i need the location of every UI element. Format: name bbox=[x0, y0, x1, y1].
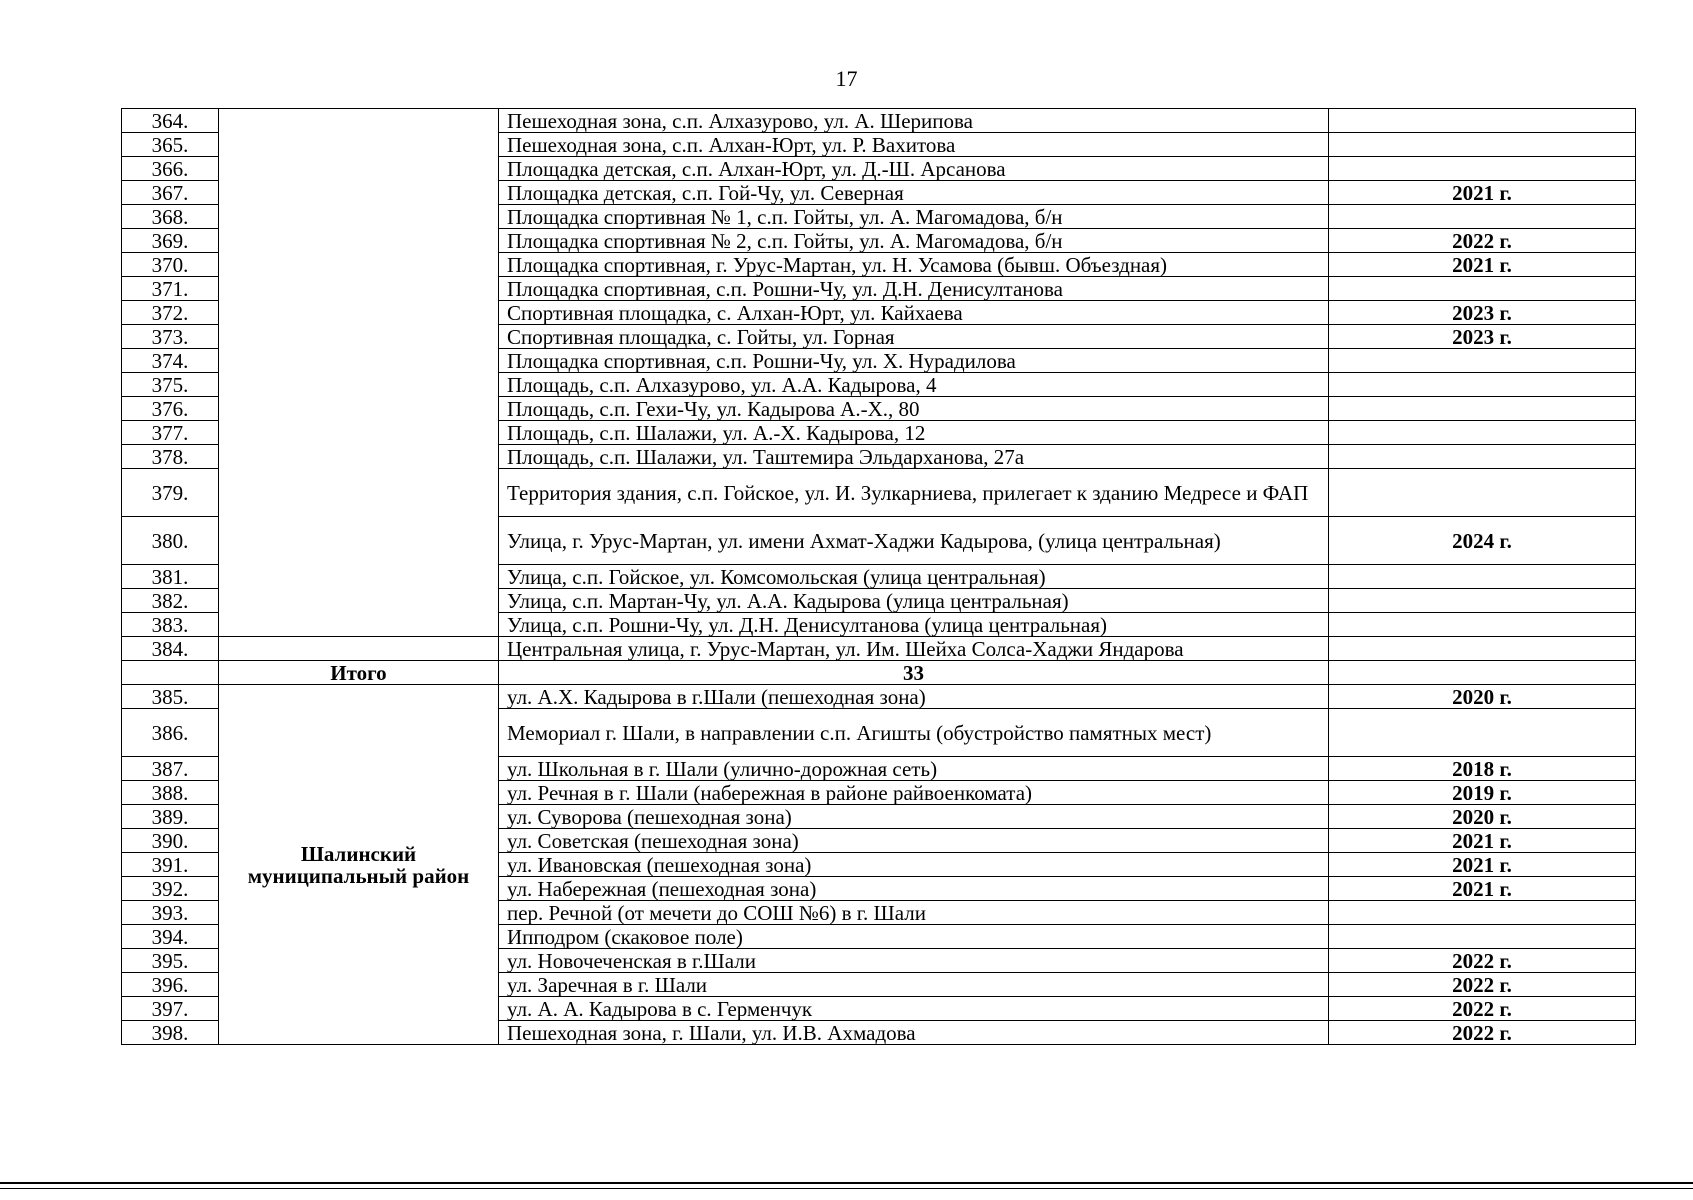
object-name: Пешеходная зона, с.п. Алхазурово, ул. А. Шерипова bbox=[499, 109, 1329, 133]
row-number: 385. bbox=[122, 685, 219, 709]
row-number: 382. bbox=[122, 589, 219, 613]
object-name: Площадь, с.п. Шалажи, ул. Таштемира Эльдарханова, 27а bbox=[499, 445, 1329, 469]
year-cell bbox=[1329, 205, 1636, 229]
row-number: 374. bbox=[122, 349, 219, 373]
object-name: Площадь, с.п. Алхазурово, ул. А.А. Кадырова, 4 bbox=[499, 373, 1329, 397]
object-name: Площадка спортивная, г. Урус-Мартан, ул. Н. Усамова (бывш. Объездная) bbox=[499, 253, 1329, 277]
row-number: 377. bbox=[122, 421, 219, 445]
object-name: Мемориал г. Шали, в направлении с.п. Агишты (обустройство памятных мест) bbox=[499, 709, 1329, 757]
year-cell bbox=[1329, 589, 1636, 613]
object-name: ул. Новочеченская в г.Шали bbox=[499, 949, 1329, 973]
object-name: пер. Речной (от мечети до СОШ №6) в г. Шали bbox=[499, 901, 1329, 925]
row-number: 368. bbox=[122, 205, 219, 229]
year-cell bbox=[1329, 373, 1636, 397]
district-shali: Шалинский муниципальный район bbox=[219, 685, 499, 1045]
object-name: ул. Школьная в г. Шали (улично-дорожная сеть) bbox=[499, 757, 1329, 781]
year-cell: 2020 г. bbox=[1329, 805, 1636, 829]
object-name: ул. Ивановская (пешеходная зона) bbox=[499, 853, 1329, 877]
district-cell bbox=[219, 637, 499, 661]
table-row bbox=[122, 685, 1636, 709]
year-cell bbox=[1329, 637, 1636, 661]
row-number: 381. bbox=[122, 565, 219, 589]
object-name: Улица, с.п. Мартан-Чу, ул. А.А. Кадырова (улица центральная) bbox=[499, 589, 1329, 613]
object-name: Площадка спортивная № 2, с.п. Гойты, ул. А. Магомадова, б/н bbox=[499, 229, 1329, 253]
object-name: Центральная улица, г. Урус-Мартан, ул. Им. Шейха Солса-Хаджи Яндарова bbox=[499, 637, 1329, 661]
year-cell: 2020 г. bbox=[1329, 685, 1636, 709]
row-number: 364. bbox=[122, 109, 219, 133]
year-cell: 2021 г. bbox=[1329, 853, 1636, 877]
row-number: 386. bbox=[122, 709, 219, 757]
year-cell bbox=[1329, 109, 1636, 133]
table-row bbox=[122, 637, 1636, 661]
total-label: Итого bbox=[219, 661, 499, 685]
object-name: Пешеходная зона, с.п. Алхан-Юрт, ул. Р. Вахитова bbox=[499, 133, 1329, 157]
year-cell: 2024 г. bbox=[1329, 517, 1636, 565]
year-cell: 2022 г. bbox=[1329, 1021, 1636, 1045]
object-name: Спортивная площадка, с. Алхан-Юрт, ул. Кайхаева bbox=[499, 301, 1329, 325]
object-name: Пешеходная зона, г. Шали, ул. И.В. Ахмадова bbox=[499, 1021, 1329, 1045]
object-name: Улица, с.п. Гойское, ул. Комсомольская (улица центральная) bbox=[499, 565, 1329, 589]
year-cell: 2023 г. bbox=[1329, 301, 1636, 325]
year-cell: 2019 г. bbox=[1329, 781, 1636, 805]
year-cell bbox=[1329, 445, 1636, 469]
year-cell: 2021 г. bbox=[1329, 181, 1636, 205]
year-cell: 2022 г. bbox=[1329, 949, 1636, 973]
object-name: Площадь, с.п. Гехи-Чу, ул. Кадырова А.-Х., 80 bbox=[499, 397, 1329, 421]
row-number: 398. bbox=[122, 1021, 219, 1045]
object-name: ул. Суворова (пешеходная зона) bbox=[499, 805, 1329, 829]
year-cell: 2021 г. bbox=[1329, 829, 1636, 853]
district-cell bbox=[219, 109, 499, 637]
total-row bbox=[122, 661, 1636, 685]
year-cell bbox=[1329, 349, 1636, 373]
year-cell bbox=[1329, 901, 1636, 925]
row-number: 371. bbox=[122, 277, 219, 301]
objects-table bbox=[121, 108, 1636, 1045]
year-cell bbox=[1329, 709, 1636, 757]
row-number: 384. bbox=[122, 637, 219, 661]
year-cell: 2021 г. bbox=[1329, 877, 1636, 901]
table-row bbox=[122, 109, 1636, 133]
object-name: Площадка детская, с.п. Алхан-Юрт, ул. Д.-Ш. Арсанова bbox=[499, 157, 1329, 181]
row-number: 383. bbox=[122, 613, 219, 637]
footer-rule bbox=[0, 1182, 1693, 1184]
row-number: 392. bbox=[122, 877, 219, 901]
row-number: 387. bbox=[122, 757, 219, 781]
row-number: 365. bbox=[122, 133, 219, 157]
row-number: 372. bbox=[122, 301, 219, 325]
object-name: Площадка спортивная, с.п. Рошни-Чу, ул. Х. Нурадилова bbox=[499, 349, 1329, 373]
year-cell bbox=[1329, 925, 1636, 949]
row-number: 380. bbox=[122, 517, 219, 565]
row-number: 367. bbox=[122, 181, 219, 205]
page-number: 17 bbox=[835, 66, 858, 91]
row-number: 391. bbox=[122, 853, 219, 877]
year-cell: 2018 г. bbox=[1329, 757, 1636, 781]
year-cell: 2021 г. bbox=[1329, 253, 1636, 277]
year-cell bbox=[1329, 133, 1636, 157]
object-name: ул. Заречная в г. Шали bbox=[499, 973, 1329, 997]
year-cell: 2022 г. bbox=[1329, 997, 1636, 1021]
year-cell: 2023 г. bbox=[1329, 325, 1636, 349]
total-number-cell bbox=[122, 661, 219, 685]
object-name: ул. А. А. Кадырова в с. Герменчук bbox=[499, 997, 1329, 1021]
year-cell bbox=[1329, 397, 1636, 421]
row-number: 366. bbox=[122, 157, 219, 181]
footer-rule-secondary bbox=[0, 1188, 1693, 1189]
object-name: ул. Советская (пешеходная зона) bbox=[499, 829, 1329, 853]
row-number: 376. bbox=[122, 397, 219, 421]
row-number: 375. bbox=[122, 373, 219, 397]
object-name: Площадь, с.п. Шалажи, ул. А.-Х. Кадырова, 12 bbox=[499, 421, 1329, 445]
row-number: 396. bbox=[122, 973, 219, 997]
object-name: Улица, с.п. Рошни-Чу, ул. Д.Н. Денисултанова (улица центральная) bbox=[499, 613, 1329, 637]
year-cell bbox=[1329, 469, 1636, 517]
object-name: Площадка детская, с.п. Гой-Чу, ул. Северная bbox=[499, 181, 1329, 205]
object-name: Спортивная площадка, с. Гойты, ул. Горная bbox=[499, 325, 1329, 349]
object-name: Ипподром (скаковое поле) bbox=[499, 925, 1329, 949]
total-value: 33 bbox=[499, 661, 1329, 685]
row-number: 395. bbox=[122, 949, 219, 973]
year-cell bbox=[1329, 157, 1636, 181]
object-name: Площадка спортивная, с.п. Рошни-Чу, ул. Д.Н. Денисултанова bbox=[499, 277, 1329, 301]
year-cell bbox=[1329, 565, 1636, 589]
year-cell bbox=[1329, 277, 1636, 301]
row-number: 378. bbox=[122, 445, 219, 469]
object-name: Улица, г. Урус-Мартан, ул. имени Ахмат-Хаджи Кадырова, (улица центральная) bbox=[499, 517, 1329, 565]
object-name: ул. Речная в г. Шали (набережная в районе райвоенкомата) bbox=[499, 781, 1329, 805]
row-number: 389. bbox=[122, 805, 219, 829]
row-number: 370. bbox=[122, 253, 219, 277]
row-number: 397. bbox=[122, 997, 219, 1021]
row-number: 379. bbox=[122, 469, 219, 517]
object-name: Площадка спортивная № 1, с.п. Гойты, ул. А. Магомадова, б/н bbox=[499, 205, 1329, 229]
row-number: 393. bbox=[122, 901, 219, 925]
year-cell: 2022 г. bbox=[1329, 973, 1636, 997]
row-number: 394. bbox=[122, 925, 219, 949]
year-cell: 2022 г. bbox=[1329, 229, 1636, 253]
object-name: ул. Набережная (пешеходная зона) bbox=[499, 877, 1329, 901]
year-cell bbox=[1329, 421, 1636, 445]
total-year-cell bbox=[1329, 661, 1636, 685]
row-number: 390. bbox=[122, 829, 219, 853]
row-number: 388. bbox=[122, 781, 219, 805]
object-name: ул. А.Х. Кадырова в г.Шали (пешеходная зона) bbox=[499, 685, 1329, 709]
row-number: 369. bbox=[122, 229, 219, 253]
row-number: 373. bbox=[122, 325, 219, 349]
year-cell bbox=[1329, 613, 1636, 637]
object-name: Территория здания, с.п. Гойское, ул. И. Зулкарниева, прилегает к зданию Медресе и ФАП bbox=[499, 469, 1329, 517]
